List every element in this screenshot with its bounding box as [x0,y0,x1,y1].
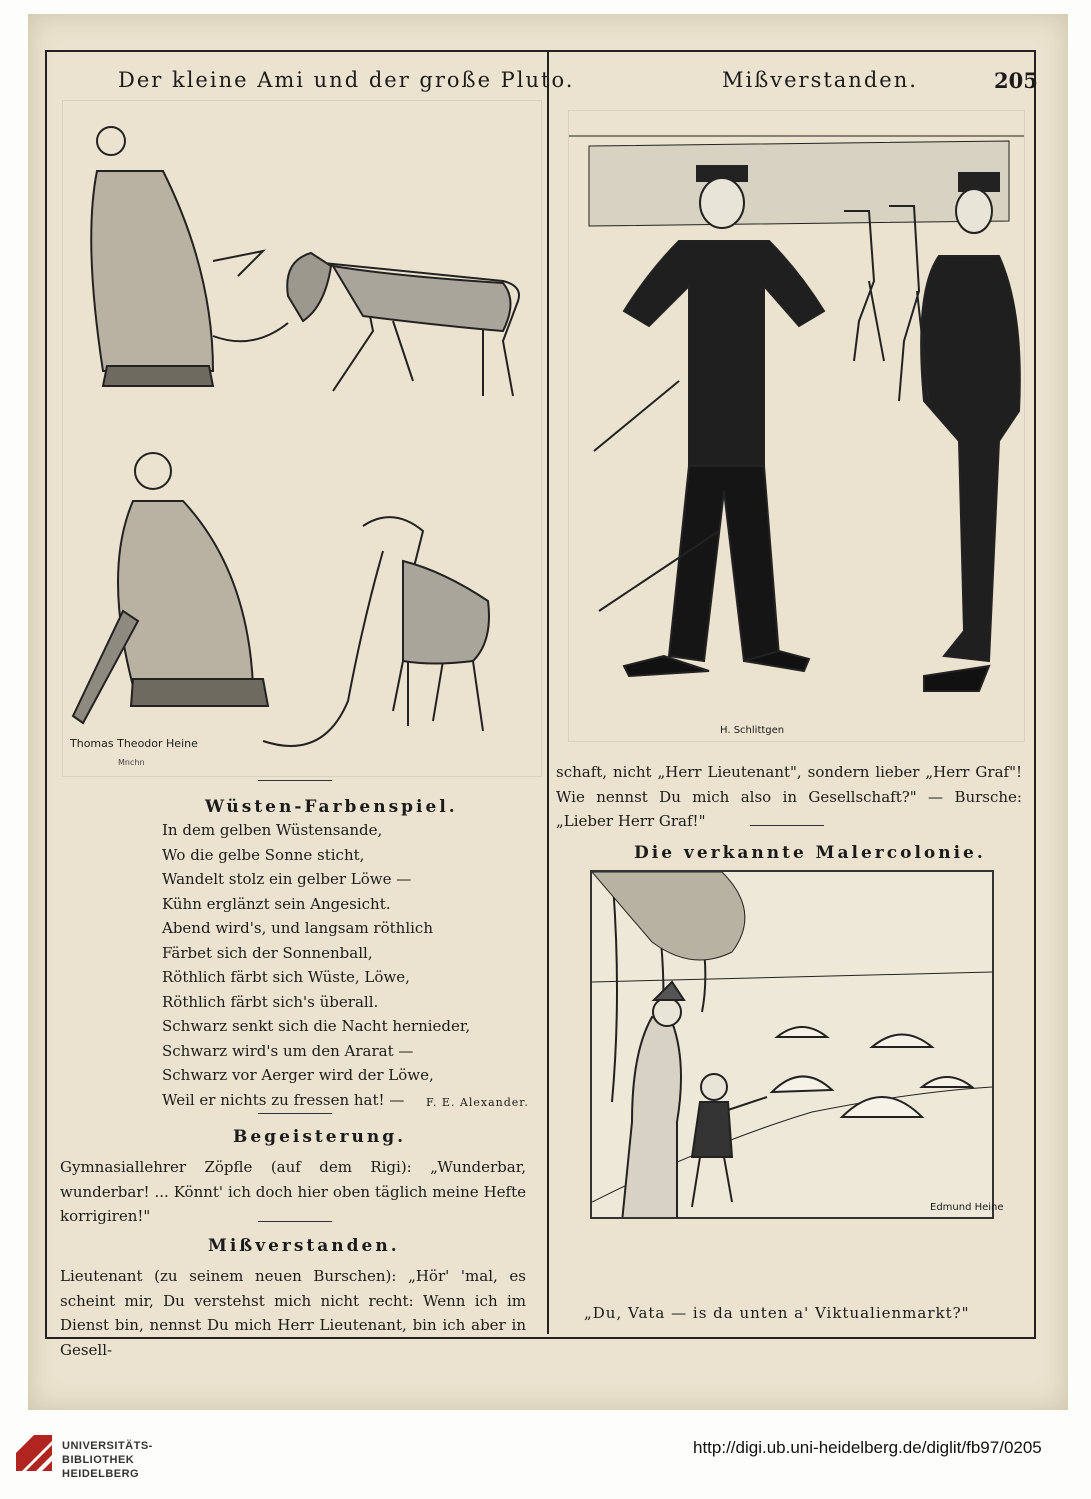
column-divider [547,52,549,1334]
poem-stanza-1 [162,818,411,916]
signature-heine-sub: Mnchn [118,758,145,767]
illustration-painters-colony [590,870,994,1219]
university-logo-icon [14,1433,54,1473]
separator-rule [258,1221,332,1222]
poem-stanza-3 [162,1014,470,1112]
signature-heine: Thomas Theodor Heine [70,737,198,750]
page-number: 205 [994,68,1038,93]
begeisterung-title: Begeisterung. [233,1127,407,1147]
poem-line: Röthlich färbt sich Wüste, Löwe, [162,968,410,987]
poem-line: Röthlich färbt sich's überall. [162,992,379,1011]
library-name-line-2: BIBLIOTHEK [62,1454,135,1466]
poem-line: Wo die gelbe Sonne sticht, [162,845,365,864]
malercolonie-caption: „Du, Vata — is da unten a' Viktualienmarkt?" [584,1304,970,1322]
missverstanden-title: Mißverstanden. [208,1236,400,1256]
separator-rule [258,780,332,781]
source-url[interactable]: http://digi.ub.uni-heidelberg.de/diglit/fb97/0205 [693,1438,1042,1457]
separator-rule [258,1113,332,1114]
poem-line: Färbet sich der Sonnenball, [162,943,373,962]
header-right-title: Mißverstanden. [722,68,918,92]
poem-line: Abend wird's, und langsam röthlich [162,919,433,937]
poem-line: Schwarz wird's um den Ararat — [162,1041,414,1060]
poem-stanza-2 [162,916,433,1014]
library-name-line-3: HEIDELBERG [62,1468,140,1480]
header-left-title: Der kleine Ami und der große Pluto. [118,68,575,92]
missverstanden-text: Lieutenant (zu seinem neuen Burschen): „Hör' 'mal, es scheint mir, Du verstehst mich nicht recht: Wenn ich im Dienst bin, nennst Du mich Herr Lieutenant, bin ich aber in Gesell- [60,1267,526,1359]
poem-line: Schwarz senkt sich die Nacht hernieder, [162,1017,471,1035]
poem-author: F. E. Alexander. [426,1096,529,1109]
illustration-lady-and-dog [62,100,542,777]
signature-heine-painters: Edmund Heine [930,1202,1004,1213]
missverstanden-continuation: schaft, nicht „Herr Lieutenant", sondern lieber „Herr Graf"! Wie nennst Du mich also in Gesellschaft?" — Bursche: „Lieber Herr Graf!" [556,763,1022,831]
signature-schlittgen: H. Schlittgen [720,725,785,736]
begeisterung-text: Gymnasiallehrer Zöpfle (auf dem Rigi): „Wunderbar, wunderbar! ... Könnt' ich doch hier oben täglich meine Hefte korrigiren!" [60,1158,526,1226]
poem-line: Kühn erglänzt sein Angesicht. [162,894,391,913]
library-name-line-1: UNIVERSITÄTS- [62,1440,153,1452]
footer-bar [0,1420,1091,1499]
poem-line: In dem gelben Wüstensande, [162,821,383,839]
poem-line: Wandelt stolz ein gelber Löwe — [162,870,412,889]
illustration-officers [568,110,1025,742]
poem-title: Wüsten-Farbenspiel. [205,797,458,817]
malercolonie-title: Die verkannte Malercolonie. [634,843,986,863]
poem-line: Schwarz vor Aerger wird der Löwe, [162,1066,434,1085]
separator-rule [750,825,824,826]
poem-line: Weil er nichts zu fressen hat! — [162,1090,405,1109]
